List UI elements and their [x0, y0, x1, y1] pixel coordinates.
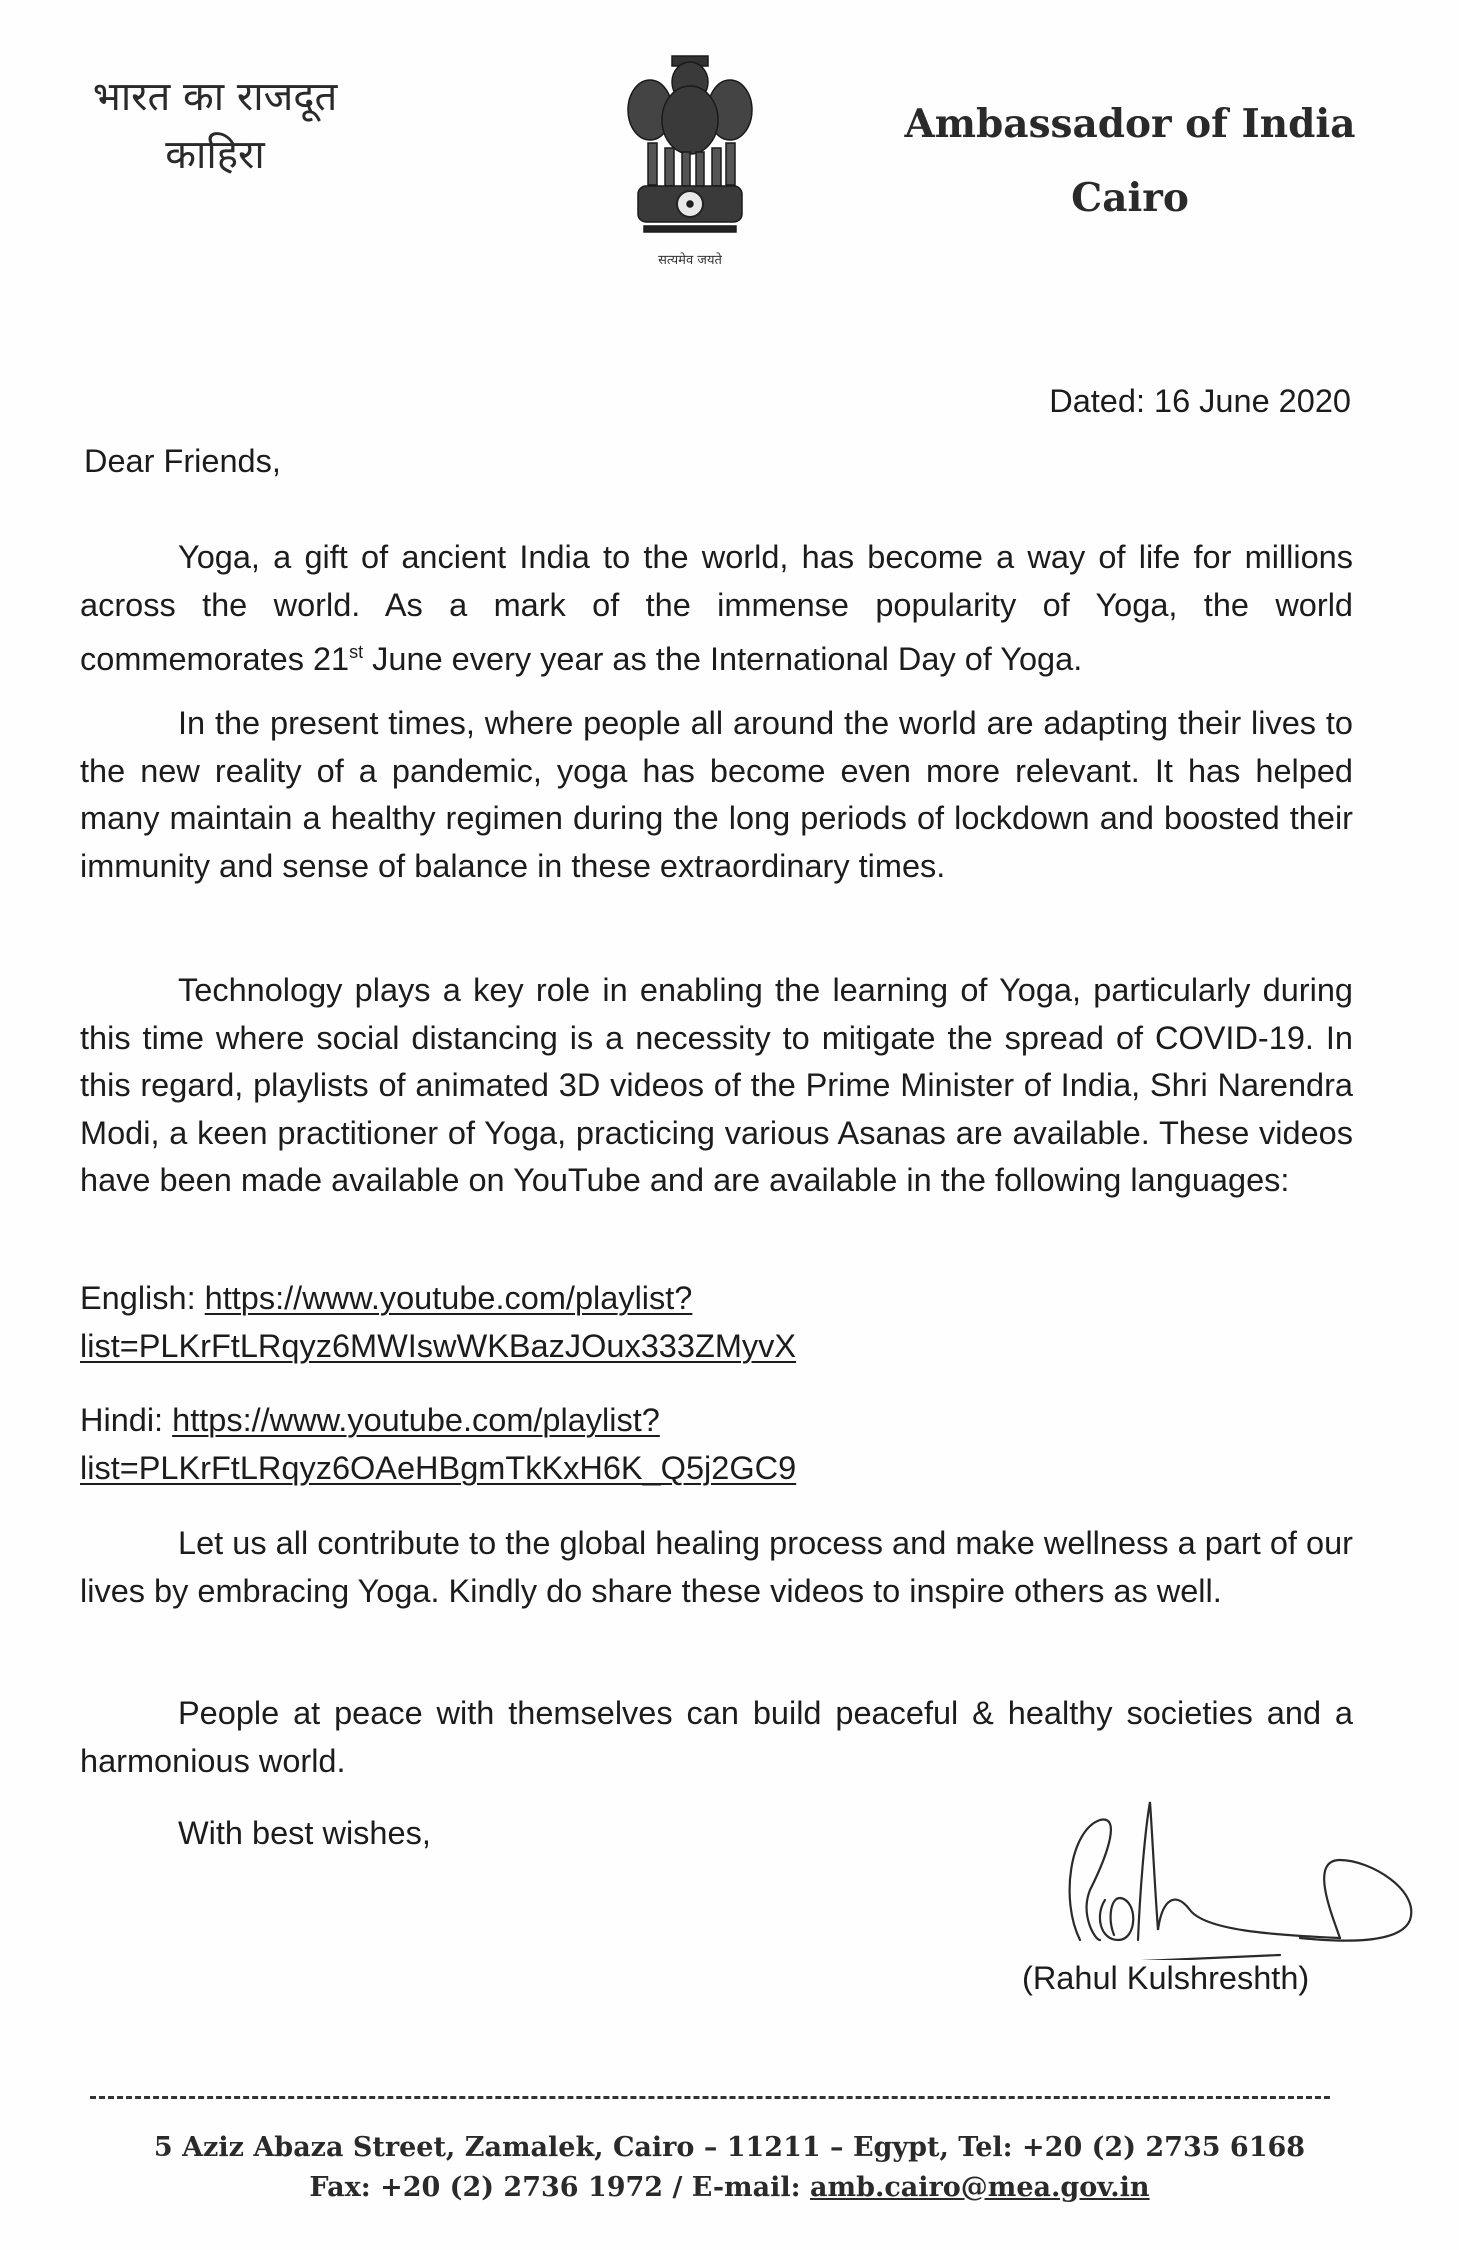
- footer-divider: [90, 2096, 1330, 2099]
- paragraph-intro: Yoga, a gift of ancient India to the world, has become a way of life for millions across the world. As a mark of the immense popularity of Yoga, the world commemorates 21st June every year as the International Day of Yoga.: [80, 539, 1353, 677]
- hindi-playlist-link[interactable]: https://www.youtube.com/playlist? list=PLKrFtLRqyz6OAeHBgmTkKxH6K_Q5j2GC9: [80, 1402, 797, 1486]
- paragraph-peace: People at peace with themselves can build peaceful & healthy societies and a harmonious world.: [80, 1695, 1353, 1779]
- footer-address: 5 Aziz Abaza Street, Zamalek, Cairo – 11211 – Egypt, Tel: +20 (2) 2735 6168: [153, 2132, 1306, 2163]
- english-playlist-link[interactable]: https://www.youtube.com/playlist? list=PLKrFtLRqyz6MWIswWKBazJOux333ZMyvX: [80, 1280, 797, 1364]
- letterhead-title: Ambassador of India: [904, 101, 1356, 147]
- signee-name: (Rahul Kulshreshth): [1022, 1960, 1310, 1996]
- paragraph-technology: Technology plays a key role in enabling the learning of Yoga, particularly during this time where social distancing is a necessity to mitigate the spread of COVID-19. In this regard, playlists of animated 3D videos of the Prime Minister of India, Shri Narendra Modi, a keen practitioner of Yoga, practicing various Asanas are available. These videos have been made available on YouTube and are available in the following languages:: [80, 972, 1353, 1198]
- english-label: English:: [80, 1280, 205, 1316]
- signature-icon: [1040, 1790, 1440, 1960]
- ordinal-suffix: st: [349, 642, 364, 662]
- hindi-playlist: [80, 1397, 1353, 1492]
- national-emblem-icon: [620, 48, 760, 248]
- email-link[interactable]: amb.cairo@mea.gov.in: [810, 2172, 1150, 2203]
- letter-date: Dated: 16 June 2020: [1049, 383, 1351, 419]
- paragraph-call-to-action: Let us all contribute to the global healing process and make wellness a part of our lives by embracing Yoga. Kindly do share these videos to inspire others as well.: [80, 1525, 1353, 1609]
- hindi-title: भारत का राजदूत: [92, 74, 338, 120]
- hindi-city: काहिरा: [165, 132, 265, 178]
- national-emblem: [620, 48, 760, 278]
- paragraph-pandemic: In the present times, where people all around the world are adapting their lives to the new reality of a pandemic, yoga has become even more relevant. It has helped many maintain a healthy regimen during the long periods of lockdown and boosted their immunity and sense of balance in these extraordinary times.: [80, 705, 1353, 884]
- hindi-label: Hindi:: [80, 1402, 173, 1438]
- english-letterhead: [900, 98, 1360, 224]
- letterhead-city: Cairo: [1071, 175, 1189, 221]
- footer: [0, 2128, 1459, 2208]
- closing: With best wishes,: [178, 1815, 431, 1851]
- salutation: Dear Friends,: [84, 443, 281, 479]
- english-playlist: [80, 1275, 1353, 1370]
- emblem-motto: सत्यमेव जयते: [658, 253, 722, 268]
- hindi-letterhead: [70, 68, 360, 184]
- footer-contact: Fax: +20 (2) 2736 1972 / E-mail: amb.cairo@mea.gov.in: [309, 2172, 1150, 2203]
